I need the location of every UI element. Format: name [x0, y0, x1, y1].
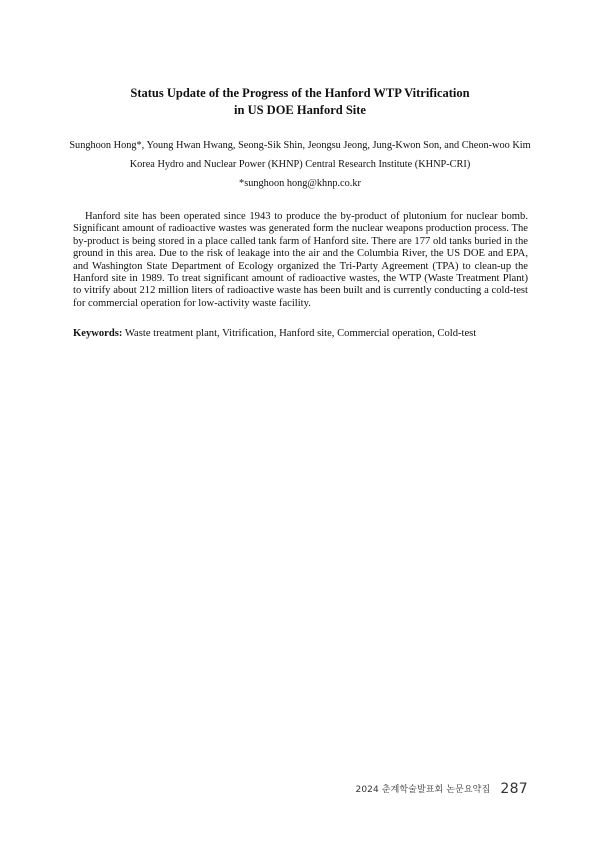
title-line-2: in US DOE Hanford Site — [234, 103, 366, 117]
abstract-paragraph: Hanford site has been operated since 1943 to produce the by-product of plutonium for nuclear bomb. Significant amount of radioactive wastes was generated form the nuclear weapons production process. The by-product is being stored in a place called tank farm of Hanford site. There are 177 old tanks buried in the ground in this area. Due to the risk of leakage into the air and the Columbia River, the US DOE and EPA, and Washington State Department of Ecology organized the Tri-Party Agreement (TPA) to clean-up the Hanford site in 1989. To treat significant amount of radioactive wastes, the WTP (Waste Treatment Plant) to vitrify about 212 million liters of radioactive waste has been built and is currently conducting a cold-test for commercial operation for low-activity waste facility. — [73, 211, 528, 309]
keywords-label: Keywords: — [73, 328, 123, 339]
keywords-values: Waste treatment plant, Vitrification, Hanford site, Commercial operation, Cold-test — [124, 328, 477, 339]
proceedings-title: 2024 춘계학술발표회 논문요약집 — [355, 785, 491, 795]
keywords-line — [73, 327, 533, 340]
paper-title — [60, 85, 540, 119]
author-list: Sunghoon Hong*, Young Hwan Hwang, Seong-Sik Shin, Jeongsu Jeong, Jung-Kwon Son, and Cheon-woo Kim — [69, 140, 531, 151]
corresponding-email: *sunghoon hong@khnp.co.kr — [239, 178, 361, 189]
affiliation: Korea Hydro and Nuclear Power (KHNP) Central Research Institute (KHNP-CRI) — [129, 159, 471, 170]
page-number: 287 — [500, 780, 528, 797]
page-footer — [356, 778, 528, 797]
title-line-1: Status Update of the Progress of the Hanford WTP Vitrification — [130, 86, 470, 100]
